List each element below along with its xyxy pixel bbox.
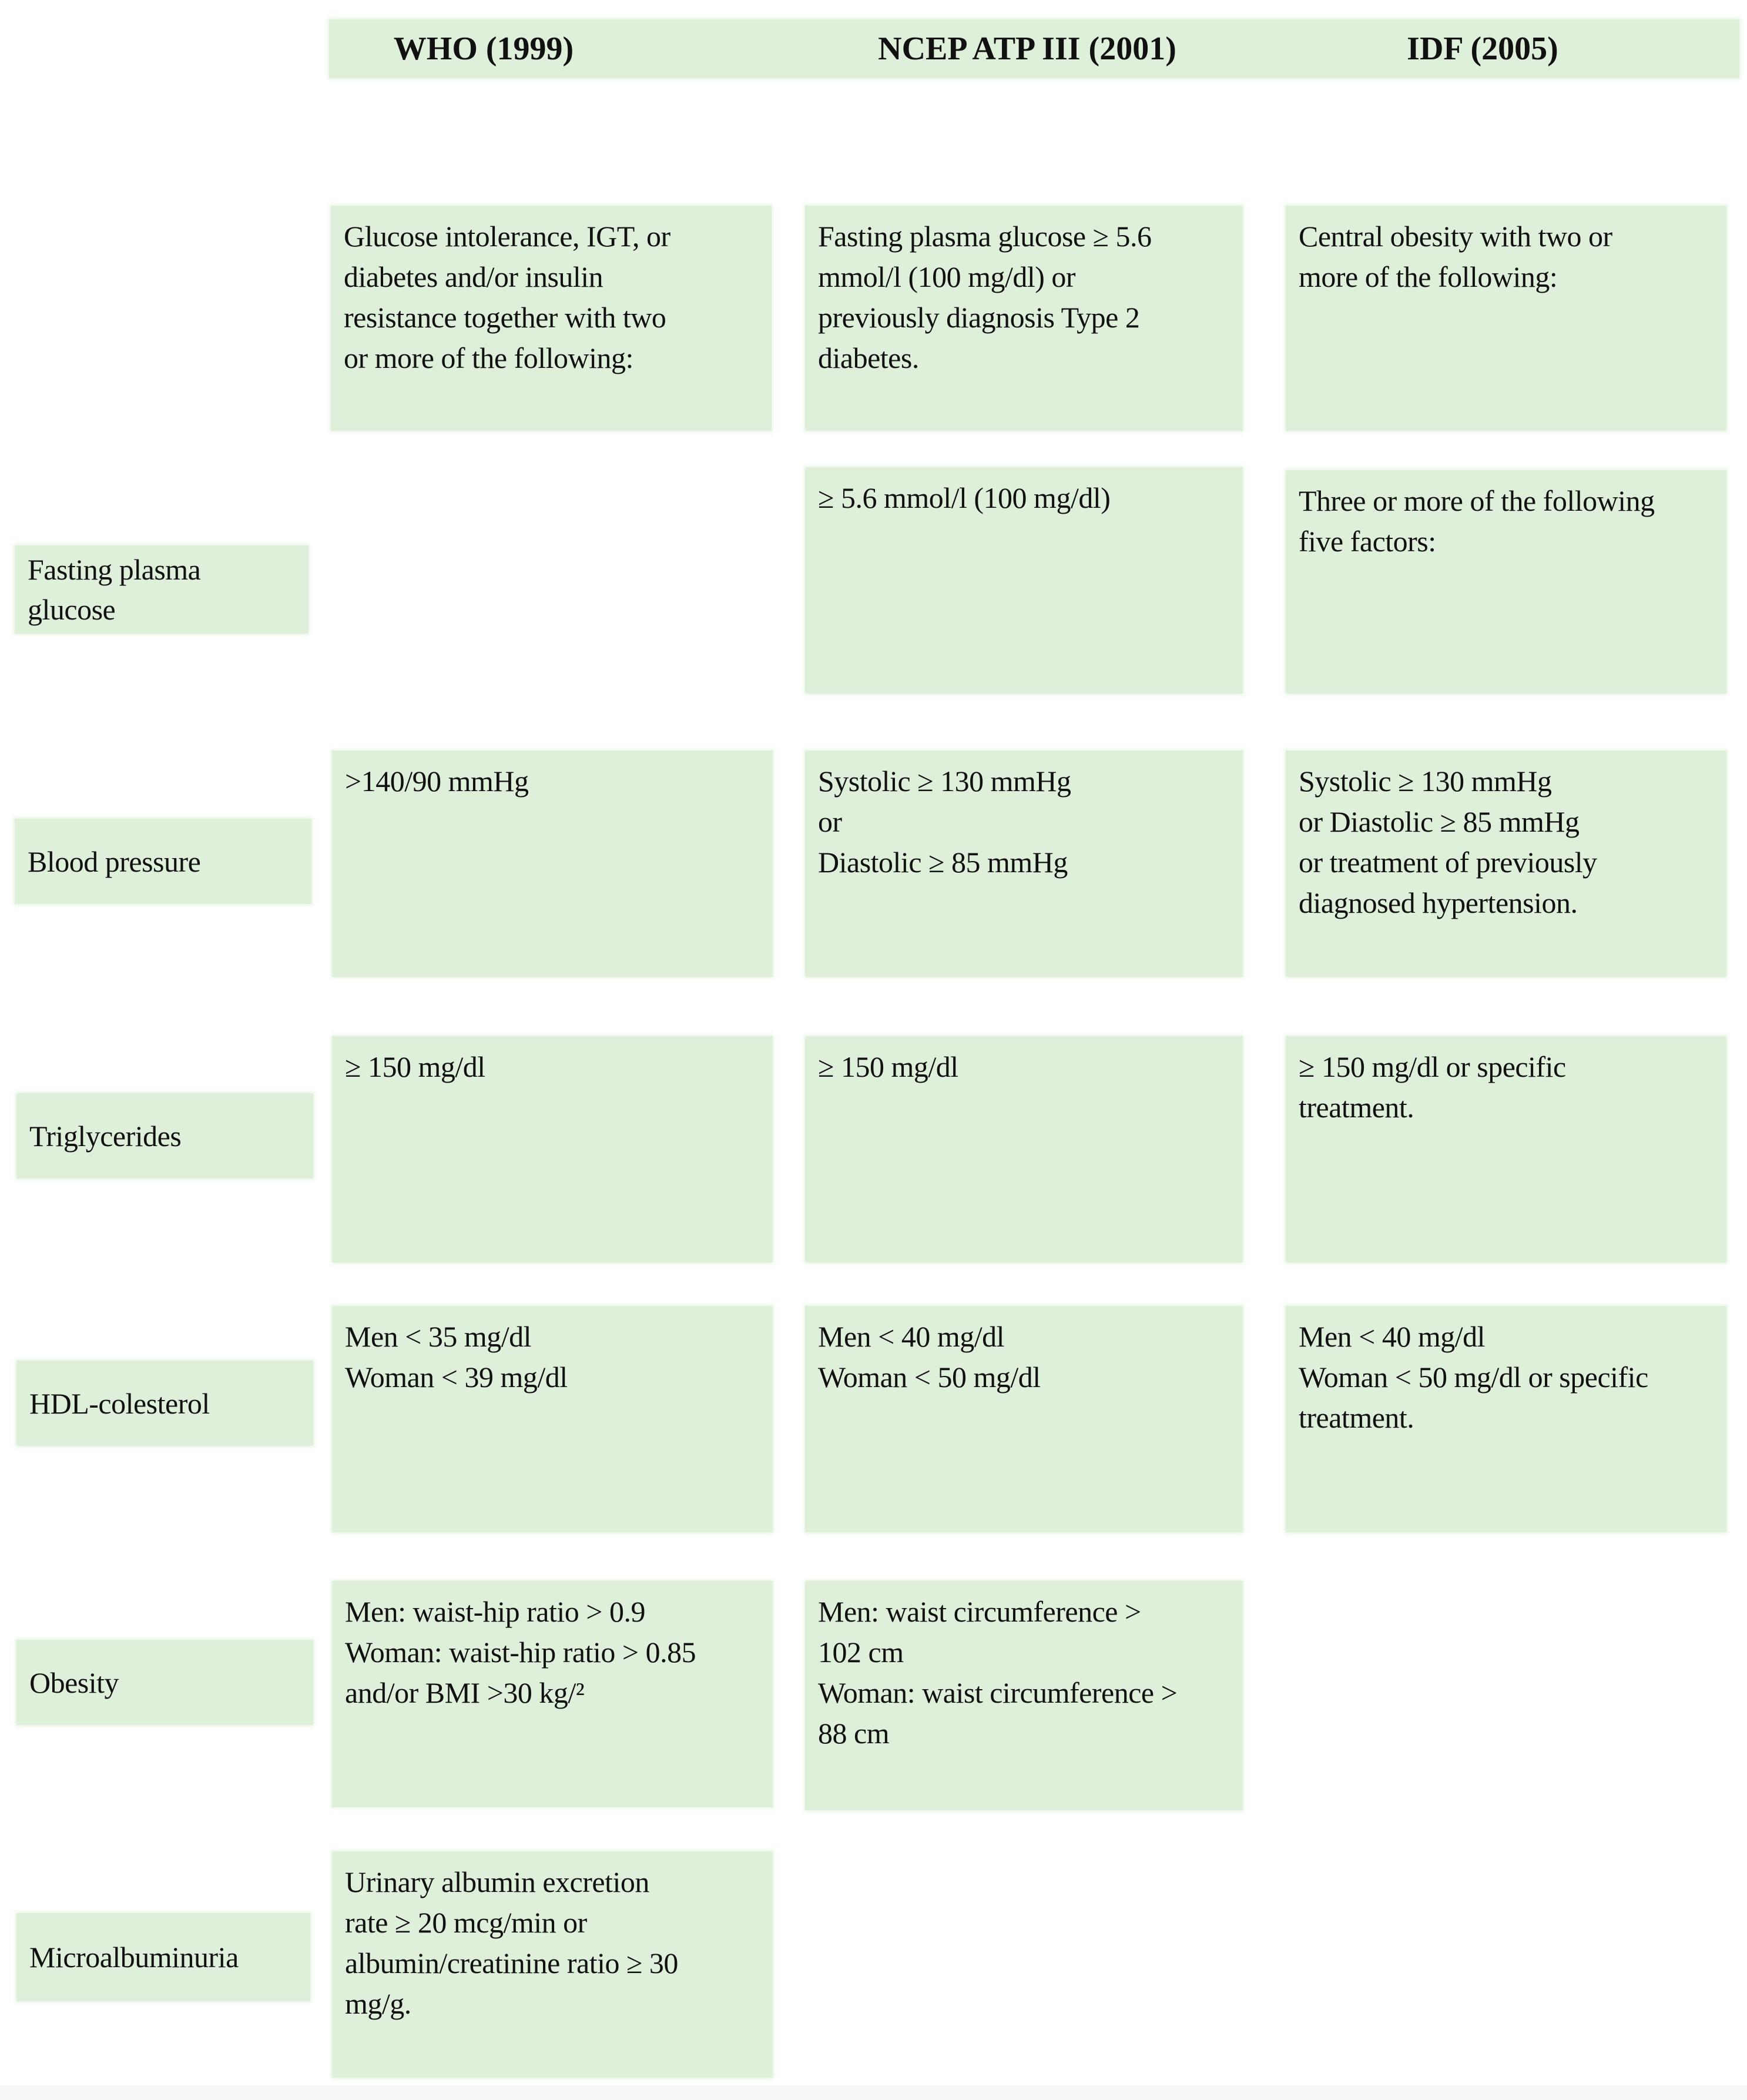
cell-fpg-ncep: ≥ 5.6 mmol/l (100 mg/dl) [805,467,1243,694]
cell-obesity-ncep: Men: waist circumference > 102 cm Woman: waist circumference > 88 cm [805,1581,1243,1810]
row-label-microalbuminuria: Microalbuminuria [16,1913,310,2001]
row-label-fasting-plasma-glucose: Fasting plasma glucose [15,545,309,634]
cell-bp-who: >140/90 mmHg [332,751,773,977]
cell-intro-idf: Central obesity with two or more of the following: [1286,206,1726,431]
cell-bp-ncep: Systolic ≥ 130 mmHg or Diastolic ≥ 85 mmHg [805,751,1243,977]
cell-tg-ncep: ≥ 150 mg/dl [805,1036,1243,1262]
cell-bp-idf: Systolic ≥ 130 mmHg or Diastolic ≥ 85 mmHg or treatment of previously diagnosed hypertension. [1286,751,1726,977]
cell-intro-who: Glucose intolerance, IGT, or diabetes and/or insulin resistance together with two or more of the following: [331,206,772,431]
cell-intro-ncep: Fasting plasma glucose ≥ 5.6 mmol/l (100 mg/dl) or previously diagnosis Type 2 diabetes. [805,206,1243,431]
row-label-triglycerides: Triglycerides [16,1093,313,1178]
column-header-idf: IDF (2005) [1407,31,1558,67]
column-header-who: WHO (1999) [393,31,574,67]
cell-tg-who: ≥ 150 mg/dl [332,1036,773,1262]
row-label-obesity: Obesity [16,1640,313,1725]
cell-hdl-idf: Men < 40 mg/dl Woman < 50 mg/dl or specific treatment. [1286,1306,1726,1532]
cell-hdl-who: Men < 35 mg/dl Woman < 39 mg/dl [332,1306,773,1532]
column-header-ncep: NCEP ATP III (2001) [878,31,1176,67]
cell-hdl-ncep: Men < 40 mg/dl Woman < 50 mg/dl [805,1306,1243,1532]
row-label-blood-pressure: Blood pressure [15,819,311,904]
cell-obesity-who: Men: waist-hip ratio > 0.9 Woman: waist-hip ratio > 0.85 and/or BMI >30 kg/² [332,1581,773,1807]
header-row [329,19,1739,78]
page-bottom-edge [0,2085,1747,2100]
cell-tg-idf: ≥ 150 mg/dl or specific treatment. [1286,1036,1726,1262]
row-label-hdl-colesterol: HDL-colesterol [16,1361,313,1446]
cell-fpg-idf: Three or more of the following five factors: [1286,470,1726,694]
cell-microalbuminuria-who: Urinary albumin excretion rate ≥ 20 mcg/min or albumin/creatinine ratio ≥ 30 mg/g. [332,1851,773,2078]
